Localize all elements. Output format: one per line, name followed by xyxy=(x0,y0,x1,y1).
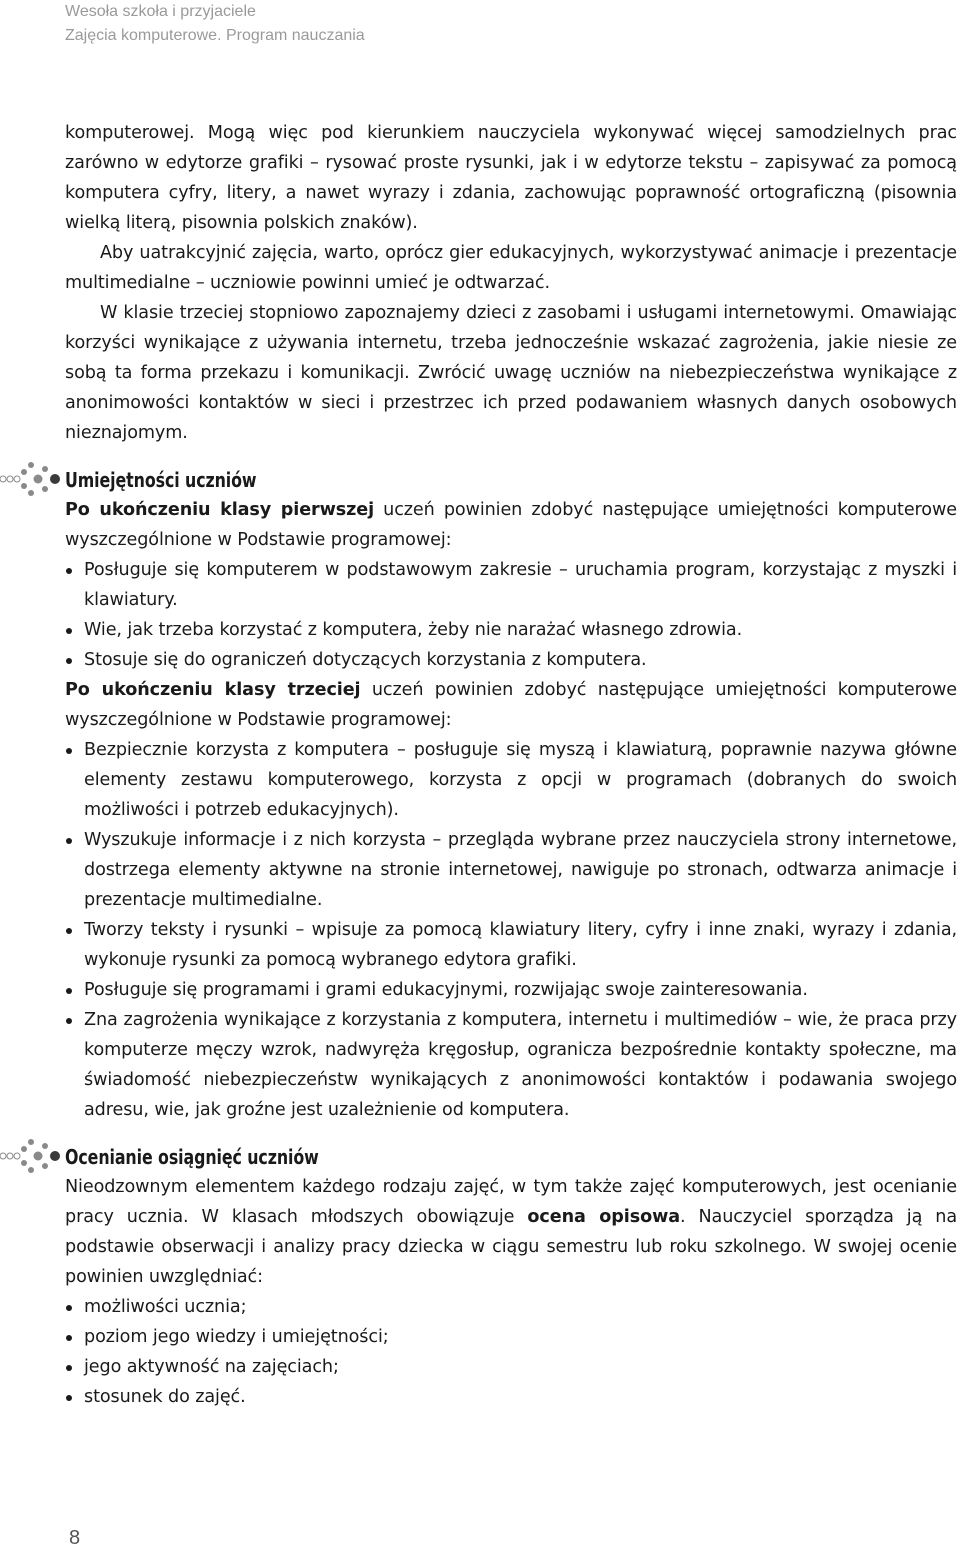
grade1-skills-list xyxy=(65,555,957,675)
list-item: Posługuje się komputerem w podstawowym zakresie – uruchamia program, korzystając z myszki i klawiatury. xyxy=(65,555,957,615)
grading-section-title: Ocenianie osiągnięć uczniów xyxy=(65,1145,319,1169)
list-item: poziom jego wiedzy i umiejętności; xyxy=(65,1322,957,1352)
list-item: Stosuje się do ograniczeń dotyczących korzystania z komputera. xyxy=(65,645,957,675)
running-header xyxy=(65,0,365,48)
grading-text-before: Nieodzownym elementem każdego rodzaju zajęć, w tym także zajęć komputerowych, jest ocenianie pracy ucznia. W klasach młodszych obowiązuje xyxy=(65,1177,957,1227)
dots-decoration-icon xyxy=(0,1138,61,1174)
list-item: Wie, jak trzeba korzystać z komputera, żeby nie narażać własnego zdrowia. xyxy=(65,615,957,645)
grade3-intro-bold: Po ukończeniu klasy trzeciej xyxy=(65,680,361,700)
list-item: Tworzy teksty i rysunki – wpisuje za pomocą klawiatury litery, cyfry i inne znaki, wyrazy i zdania, wykonuje rysunki za pomocą wybranego edytora grafiki. xyxy=(65,915,957,975)
skills-section-title: Umiejętności uczniów xyxy=(65,468,257,492)
grading-section-heading xyxy=(65,1142,957,1172)
list-item: jego aktywność na zajęciach; xyxy=(65,1352,957,1382)
grading-text-bold: ocena opisowa xyxy=(527,1207,680,1227)
header-series-title: Wesoła szkoła i przyjaciele xyxy=(65,3,256,20)
skills-section-heading xyxy=(65,465,957,495)
intro-paragraph-1: komputerowej. Mogą więc pod kierunkiem nauczyciela wykonywać więcej samodzielnych prac zarówno w edytorze grafiki – rysować proste rysunki, jak i w edytorze tekstu – zapisywać za pomocą komputera cyfry, litery, a nawet wyrazy i zdania, zachowując poprawność ortograficzną (pisownia wielką literą, pisownia polskich znaków). xyxy=(65,123,957,233)
grade1-intro-bold: Po ukończeniu klasy pierwszej xyxy=(65,500,375,520)
grading-text-after: . Nauczyciel sporządza ją na podstawie obserwacji i analizy pracy dziecka w ciągu semestru lub roku szkolnego. W swojej ocenie powinien uwzględniać: xyxy=(65,1207,958,1287)
grade3-skills-list xyxy=(65,735,957,1125)
grade3-intro xyxy=(65,675,957,735)
intro-paragraph-2: Aby uatrakcyjnić zajęcia, warto, oprócz gier edukacyjnych, wykorzystywać animacje i prezentacje multimedialne – uczniowie powinni umieć je odtwarzać. xyxy=(65,243,957,293)
grade1-intro-text: uczeń powinien zdobyć następujące umiejętności komputerowe wyszczególnione w Podstawie programowej: xyxy=(65,500,957,550)
page-number: 8 xyxy=(69,1527,81,1549)
list-item: Wyszukuje informacje i z nich korzysta – przegląda wybrane przez nauczyciela strony internetowe, dostrzega elementy aktywne na stronie internetowej, nawiguje po stronach, odtwarza animacje i prezentacje multimedialne. xyxy=(65,825,957,915)
header-subject-title: Zajęcia komputerowe. Program nauczania xyxy=(65,27,365,44)
list-item: możliwości ucznia; xyxy=(65,1292,957,1322)
dots-decoration-icon xyxy=(0,461,61,497)
page-content xyxy=(65,118,957,1412)
grading-criteria-list xyxy=(65,1292,957,1412)
grading-paragraph xyxy=(65,1172,957,1292)
list-item: Bezpiecznie korzysta z komputera – posługuje się myszą i klawiaturą, poprawnie nazywa główne elementy zestawu komputerowego, korzysta z opcji w programach (dobranych do swoich możliwości i potrzeb edukacyjnych). xyxy=(65,735,957,825)
list-item: Posługuje się programami i grami edukacyjnymi, rozwijając swoje zainteresowania. xyxy=(65,975,957,1005)
intro-paragraph-3: W klasie trzeciej stopniowo zapoznajemy dzieci z zasobami i usługami internetowymi. Omawiając korzyści wynikające z używania internetu, trzeba jednocześnie wskazać zagrożenia, jakie niesie ze sobą ta forma przekazu i komunikacji. Zwrócić uwagę uczniów na niebezpieczeństwa wynikające z anonimowości kontaktów w sieci i przestrzec ich przed podawaniem własnych danych osobowych nieznajomym. xyxy=(65,303,957,443)
grade3-intro-text: uczeń powinien zdobyć następujące umiejętności komputerowe wyszczególnione w Podstawie programowej: xyxy=(65,680,957,730)
list-item: stosunek do zajęć. xyxy=(65,1382,957,1412)
grade1-intro xyxy=(65,495,957,555)
list-item: Zna zagrożenia wynikające z korzystania z komputera, internetu i multimediów – wie, że praca przy komputerze męczy wzrok, nadwyręża kręgosłup, ogranicza bezpośrednie kontakty społeczne, ma świadomość niebezpieczeństw wynikających z anonimowości kontaktów i podawania swojego adresu, wie, jak groźne jest uzależnienie od komputera. xyxy=(65,1005,957,1125)
